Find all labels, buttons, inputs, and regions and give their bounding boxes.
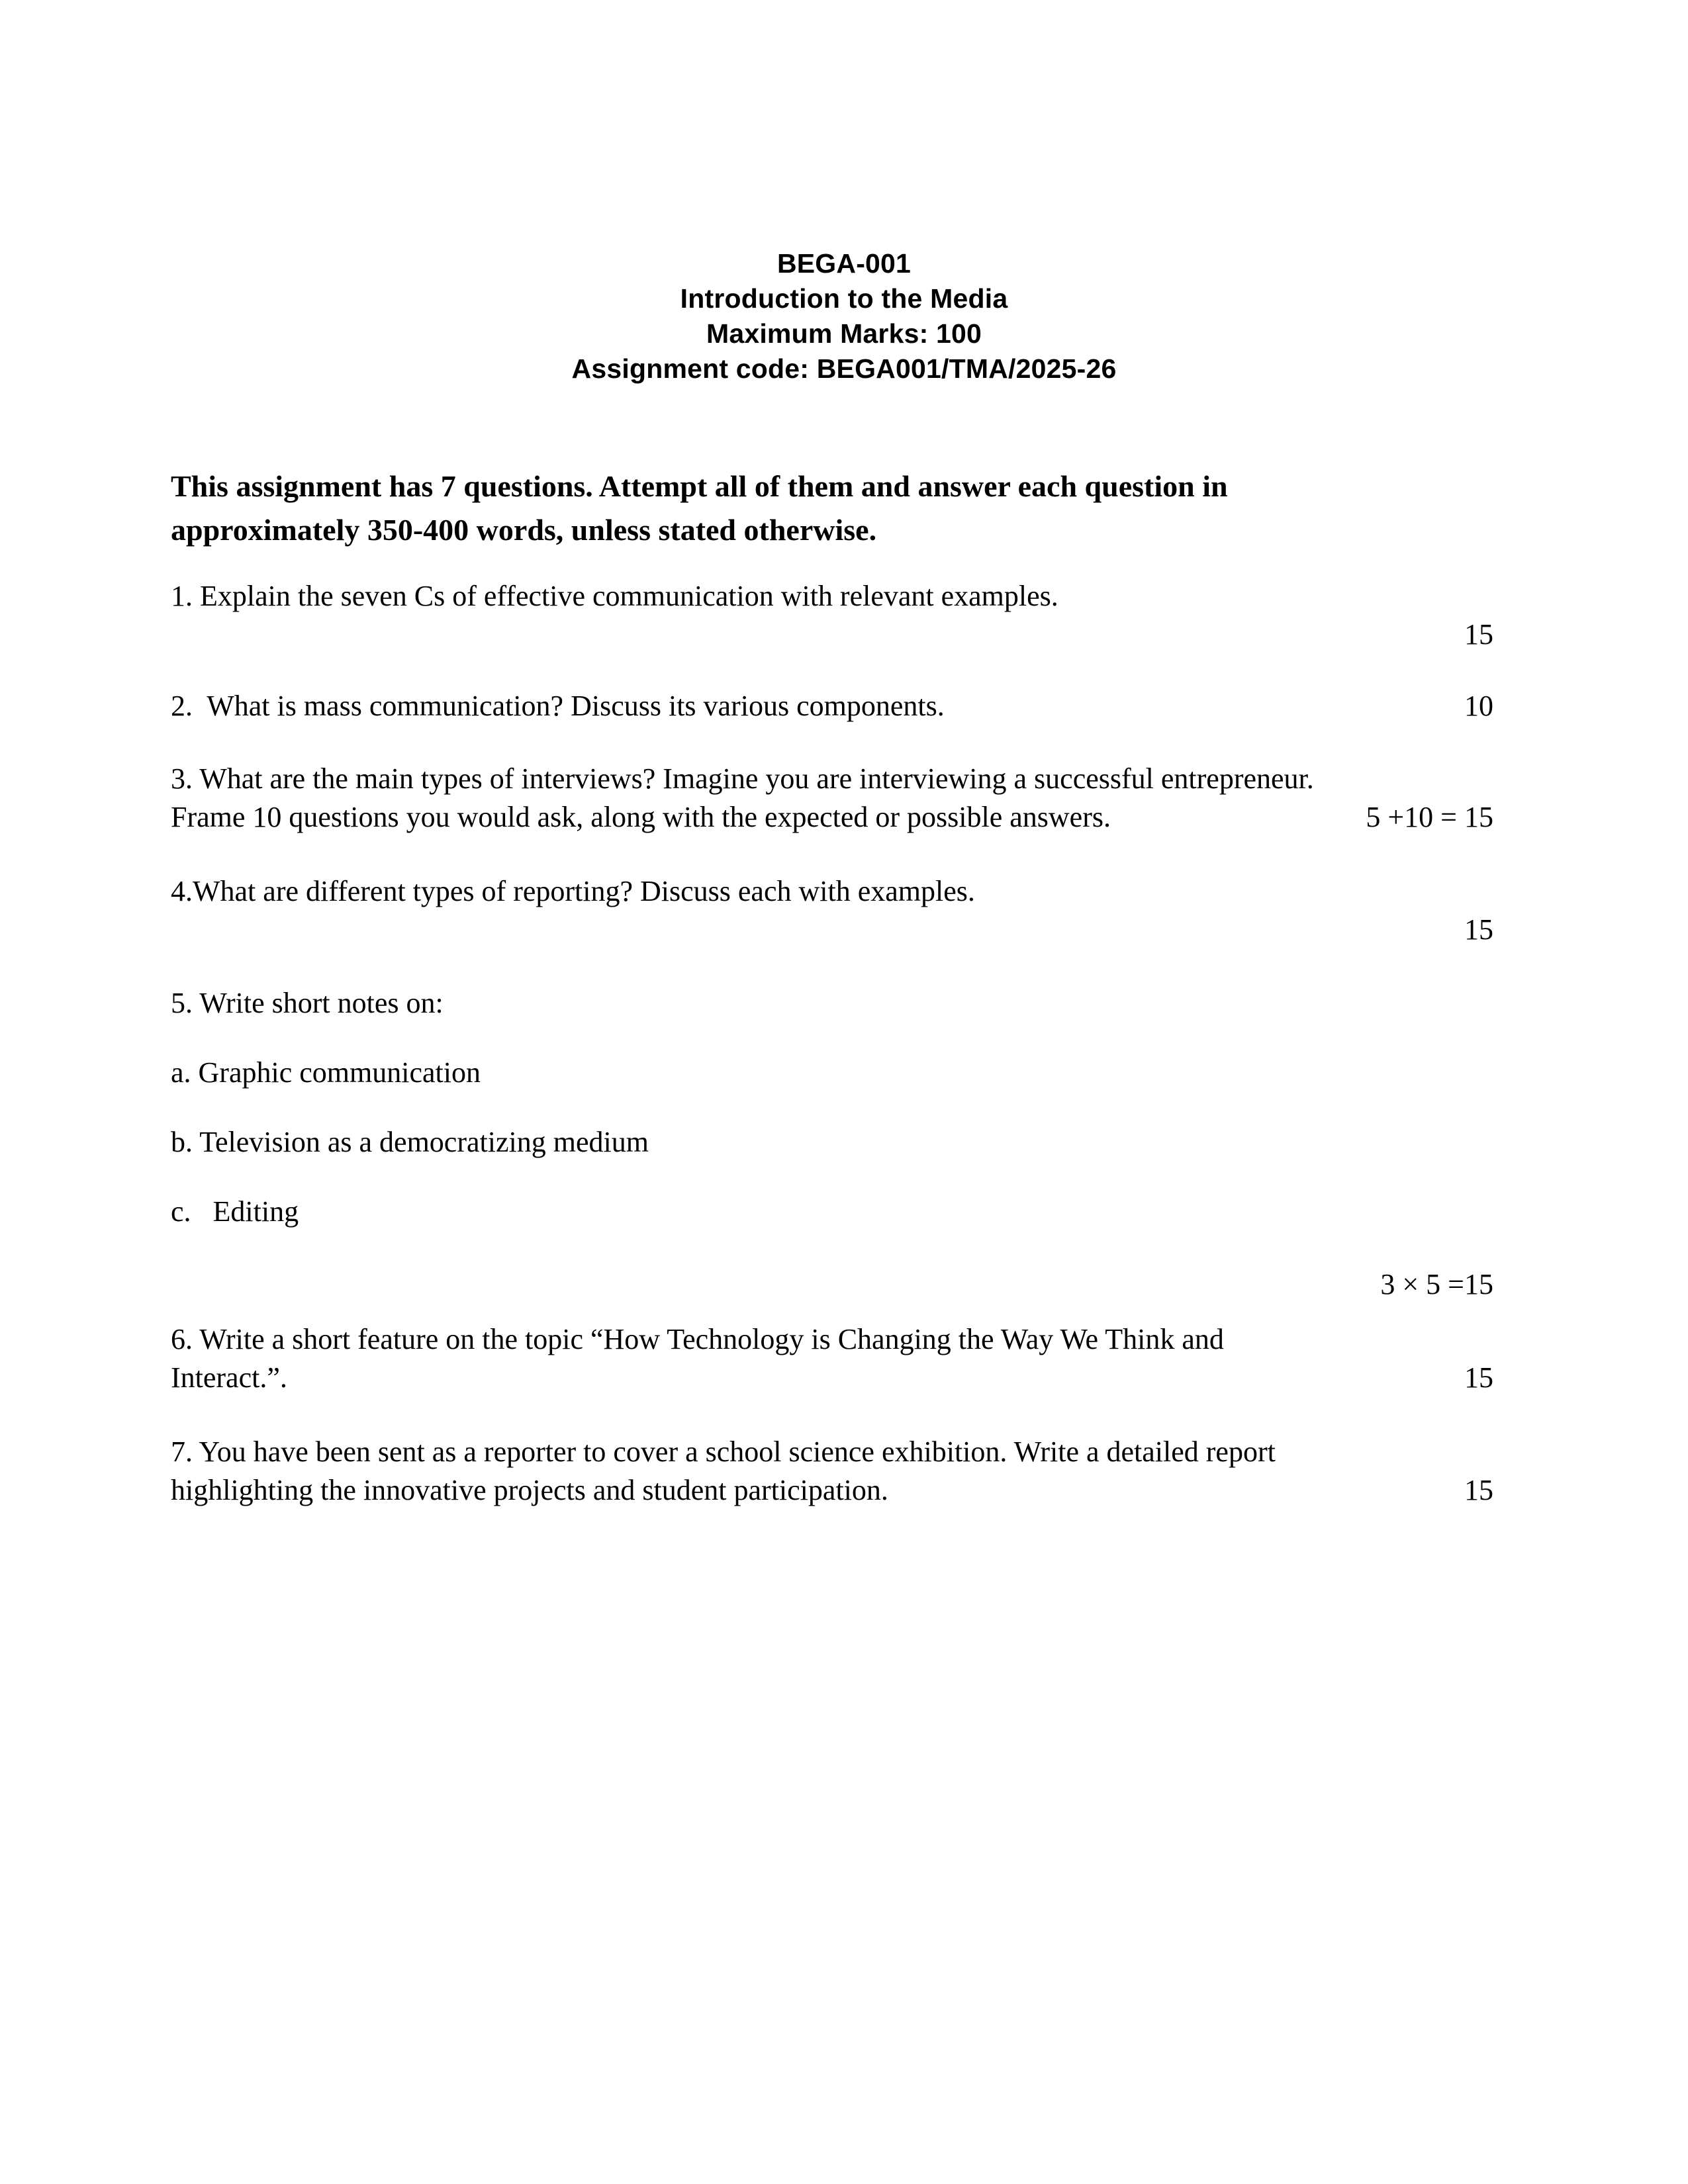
question-4-line-1: 4.What are different types of reporting? Discuss each with examples.: [171, 875, 975, 907]
question-4-mark: 15: [1464, 913, 1493, 946]
document-header: [0, 246, 1688, 387]
question-6-mark: 15: [1464, 1361, 1493, 1394]
question-6-line-2: Interact.”.: [171, 1361, 287, 1394]
question-1-text: [171, 577, 1493, 615]
question-2: [171, 687, 1493, 725]
assignment-instructions: [171, 465, 1382, 552]
question-6-line-1: 6. Write a short feature on the topic “How Technology is Changing the Way We Think and: [171, 1323, 1224, 1355]
course-code: BEGA-001: [776, 248, 912, 279]
question-5: [171, 984, 1493, 1300]
question-5-line-1: 5. Write short notes on:: [171, 987, 444, 1019]
question-5-subitem-c: c. Editing: [171, 1195, 299, 1228]
question-3-text: [171, 760, 1493, 837]
question-7-text: [171, 1433, 1493, 1510]
course-title: Introduction to the Media: [680, 283, 1008, 314]
question-4: [171, 872, 1493, 946]
question-3-mark: 5 +10 = 15: [1366, 801, 1493, 833]
question-2-line-1: 2. What is mass communication? Discuss its various components.: [171, 690, 945, 722]
question-1-line-1: 1. Explain the seven Cs of effective communication with relevant examples.: [171, 580, 1058, 612]
question-6: [171, 1320, 1493, 1397]
question-5-mark: 3 × 5 =15: [1380, 1268, 1493, 1300]
question-3-line-2: Frame 10 questions you would ask, along with the expected or possible answers.: [171, 801, 1111, 833]
question-5-subitem-a: a. Graphic communication: [171, 1056, 481, 1089]
instruction-line-1: This assignment has 7 questions. Attempt all of them and answer each question in: [171, 469, 1228, 503]
question-1-mark: 15: [1464, 618, 1493, 651]
question-1: [171, 577, 1493, 651]
instruction-line-2: approximately 350-400 words, unless stated otherwise.: [171, 513, 877, 547]
maximum-marks: Maximum Marks: 100: [706, 318, 982, 349]
question-3: [171, 760, 1493, 837]
question-3-line-1: 3. What are the main types of interviews? Imagine you are interviewing a successful entrepreneur.: [171, 762, 1314, 795]
question-6-text: [171, 1320, 1493, 1397]
assignment-code: Assignment code: BEGA001/TMA/2025-26: [571, 353, 1117, 384]
question-7: [171, 1433, 1493, 1510]
question-2-text: [171, 687, 1493, 725]
question-7-line-2: highlighting the innovative projects and student participation.: [171, 1474, 888, 1506]
question-4-text: [171, 872, 1493, 911]
question-7-line-1: 7. You have been sent as a reporter to cover a school science exhibition. Write a detailed report: [171, 1435, 1276, 1468]
question-5-subitem-b: b. Television as a democratizing medium: [171, 1126, 649, 1158]
question-5-text: [171, 984, 1493, 1023]
question-7-mark: 15: [1464, 1474, 1493, 1506]
question-2-mark: 10: [1464, 690, 1493, 722]
